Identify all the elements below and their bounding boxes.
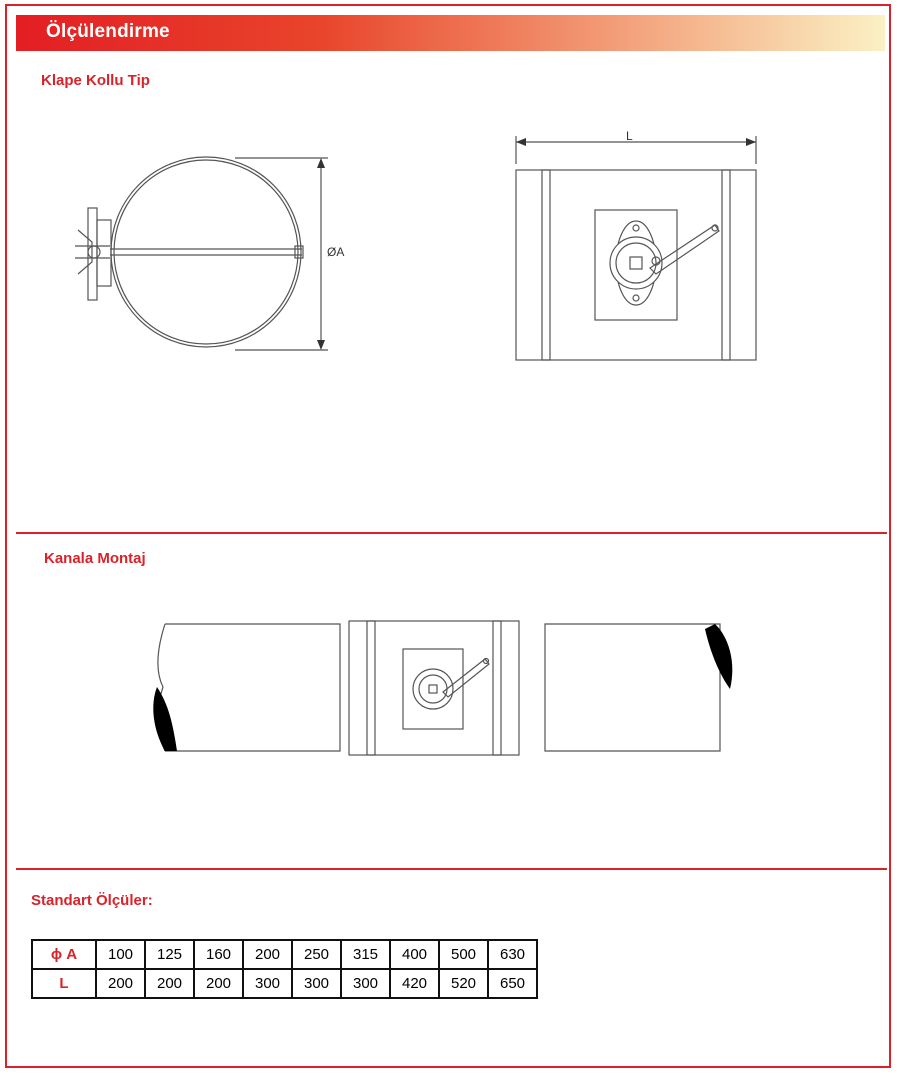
table-cell: 300 [292, 969, 341, 998]
table-cell: 650 [488, 969, 537, 998]
page-title: Ölçülendirme [46, 21, 170, 42]
section-title-standart-olculer: Standart Ölçüler: [31, 892, 153, 909]
row-header-l: L [32, 969, 96, 998]
section-title-klape-kollu-tip: Klape Kollu Tip [41, 72, 150, 89]
table-cell: 200 [194, 969, 243, 998]
table-cell: 500 [439, 940, 488, 969]
table-cell: 315 [341, 940, 390, 969]
dimension-label-length: L [626, 129, 633, 143]
table-cell: 300 [243, 969, 292, 998]
table-cell: 125 [145, 940, 194, 969]
table-row-a [32, 940, 537, 969]
section-divider-2 [16, 868, 887, 870]
table-cell: 200 [96, 969, 145, 998]
duct-mounting-drawing [145, 615, 745, 765]
table-cell: 420 [390, 969, 439, 998]
table-cell: 160 [194, 940, 243, 969]
table-cell: 630 [488, 940, 537, 969]
table-cell: 200 [145, 969, 194, 998]
standard-dimensions-table [31, 939, 538, 999]
damper-front-view-drawing [510, 128, 770, 368]
table-cell: 400 [390, 940, 439, 969]
table-cell: 200 [243, 940, 292, 969]
row-header-a: ϕ A [32, 940, 96, 969]
table-cell: 520 [439, 969, 488, 998]
dimension-label-diameter: ØA [327, 245, 345, 259]
table-cell: 300 [341, 969, 390, 998]
table-row-l [32, 969, 537, 998]
damper-side-view-drawing [70, 150, 370, 360]
table-cell: 250 [292, 940, 341, 969]
table-cell: 100 [96, 940, 145, 969]
section-divider-1 [16, 532, 887, 534]
section-title-kanala-montaj: Kanala Montaj [44, 550, 146, 567]
